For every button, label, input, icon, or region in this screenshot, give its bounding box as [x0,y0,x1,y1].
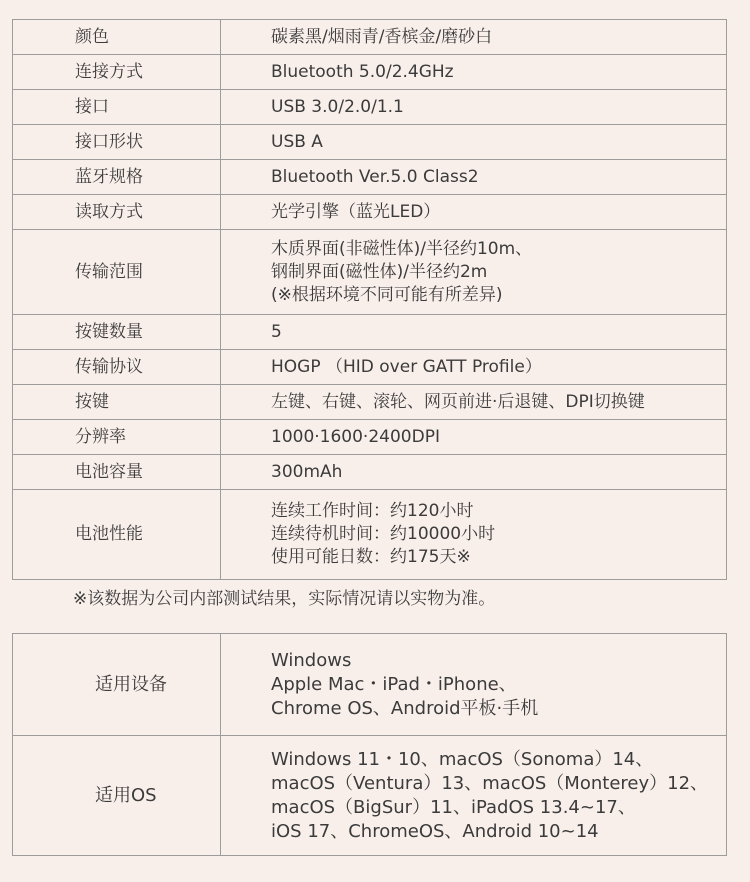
row-value [221,490,727,580]
spec-footnote: ※该数据为公司内部测试结果，实际情况请以实物为准。 [73,589,496,609]
row-label: 颜色 [13,20,221,55]
value-line: Windows [271,649,352,671]
row-value [221,634,727,736]
value-line: USB A [271,131,323,152]
row-value [221,195,727,230]
value-line: 连续工作时间：约120小时 [271,501,474,521]
row-value [221,125,727,160]
row-value [221,315,727,350]
row-value [221,455,727,490]
value-line: Bluetooth 5.0/2.4GHz [271,61,454,82]
value-line: macOS（BigSur）11、iPadOS 13.4~17、 [271,796,636,818]
spec-row [13,350,727,385]
spec-row [13,20,727,55]
row-label: 电池性能 [13,490,221,580]
value-line: 木质界面(非磁性体)/半径约10m、 [271,238,533,259]
compat-row [13,634,727,736]
spec-row [13,230,727,315]
row-value [221,385,727,420]
row-label: 电池容量 [13,455,221,490]
row-value [221,160,727,195]
value-line: 使用可能日数：约175天※ [271,547,471,567]
value-line: HOGP （HID over GATT Profile） [271,356,542,377]
spec-table [12,19,727,580]
row-value [221,350,727,385]
spec-row [13,160,727,195]
value-line: 连续待机时间：约10000小时 [271,524,496,544]
value-line: Apple Mac・iPad・iPhone、 [271,673,517,695]
row-label: 按键数量 [13,315,221,350]
row-label: 传输协议 [13,350,221,385]
row-label: 传输范围 [13,230,221,315]
row-value [221,230,727,315]
row-label: 读取方式 [13,195,221,230]
row-label: 适用设备 [13,634,221,736]
value-line: 碳素黑/烟雨青/香槟金/磨砂白 [271,26,493,47]
spec-row [13,490,727,580]
row-label: 按键 [13,385,221,420]
row-label: 接口 [13,90,221,125]
row-value [221,420,727,455]
spec-row [13,315,727,350]
spec-row [13,90,727,125]
row-label: 连接方式 [13,55,221,90]
row-value [221,736,727,856]
row-value [221,90,727,125]
compat-row [13,736,727,856]
spec-row [13,55,727,90]
value-line: Chrome OS、Android平板·手机 [271,697,539,719]
value-line: 1000·1600·2400DPI [271,426,440,447]
row-label: 分辨率 [13,420,221,455]
spec-row [13,420,727,455]
row-value [221,55,727,90]
row-label: 适用OS [13,736,221,856]
value-line: 左键、右键、滚轮、网页前进·后退键、DPI切换键 [271,391,645,412]
value-line: Bluetooth Ver.5.0 Class2 [271,166,479,187]
value-line: macOS（Ventura）13、macOS（Monterey）12、 [271,772,709,794]
row-label: 蓝牙规格 [13,160,221,195]
value-line: Windows 11・10、macOS（Sonoma）14、 [271,748,654,770]
spec-row [13,195,727,230]
spec-row [13,385,727,420]
value-line: (※根据环境不同可能有所差异) [271,284,503,305]
spec-row [13,455,727,490]
value-line: 5 [271,321,282,342]
spec-row [13,125,727,160]
value-line: 钢制界面(磁性体)/半径约2m [271,261,488,282]
compatibility-table [12,633,727,856]
value-line: USB 3.0/2.0/1.1 [271,96,404,117]
row-value [221,20,727,55]
value-line: iOS 17、ChromeOS、Android 10~14 [271,820,599,842]
value-line: 光学引擎（蓝光LED） [271,201,441,222]
value-line: 300mAh [271,461,343,482]
row-label: 接口形状 [13,125,221,160]
